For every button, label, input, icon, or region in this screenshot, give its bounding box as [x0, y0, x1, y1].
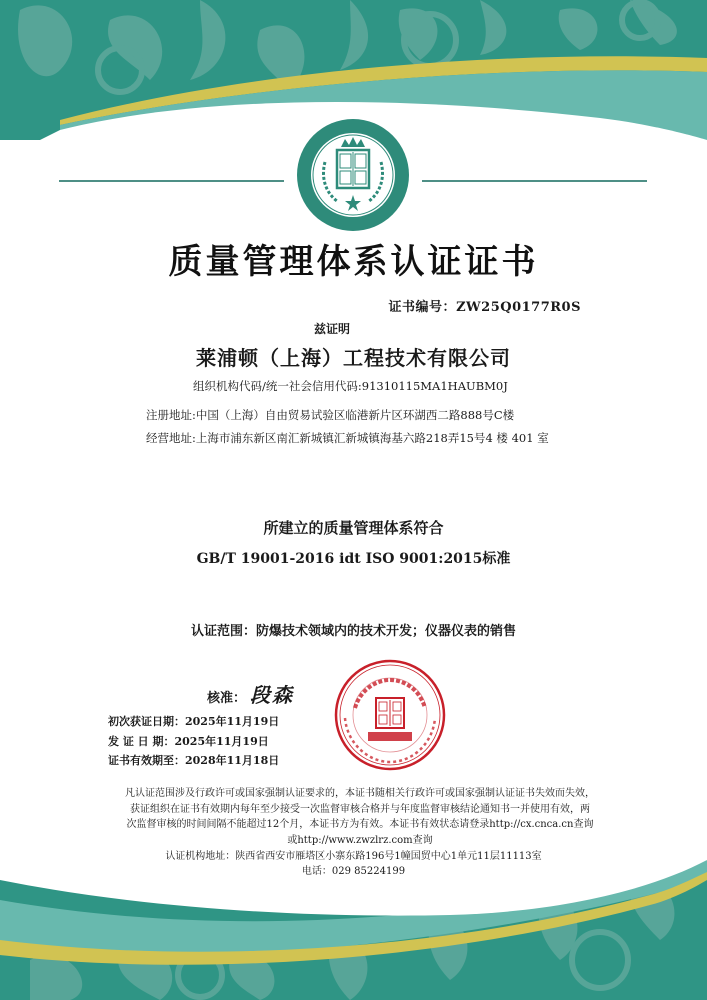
- header-rule-left: [59, 180, 284, 182]
- registered-address: 注册地址:中国（上海）自由贸易试验区临港新片区环湖西二路888号C楼: [146, 408, 515, 422]
- certification-body-logo-icon: [295, 117, 411, 233]
- agency-address: 认证机构地址：陕西省西安市雁塔区小寨东路196号1幢国贸中心1单元11层11113室: [165, 851, 542, 862]
- initial-issue-date: [108, 713, 279, 729]
- approver: [207, 679, 294, 708]
- conformity-statement: 所建立的质量管理体系符合: [263, 519, 444, 537]
- notice-line: 次监督审核的时间间隔不能超过12个月，本证书方为有效。本证书有效状态请登录http://cx.cnca.cn查询: [126, 819, 594, 830]
- certificate-title: 质量管理体系认证证书: [168, 242, 539, 282]
- legal-notice: [85, 786, 635, 848]
- agency-phone: 电话：029 85224199: [301, 866, 406, 877]
- notice-line: 凡认证范围涉及行政许可或国家强制认证要求的，本证书随相关行政许可或国家强制认证证书失效而失效，: [125, 788, 595, 799]
- issue-date: [108, 733, 269, 749]
- date-label: 初次获证日期：: [108, 715, 185, 728]
- certifies-label: 兹证明: [314, 322, 351, 336]
- notice-line: 或http://www.zwzlrz.com查询: [287, 834, 433, 846]
- approver-signature: 段森: [250, 683, 295, 707]
- approver-label: 核准：: [207, 691, 247, 706]
- notice-line: 获证组织在证书有效期内每年至少接受一次监督审核合格并与年度监督审核结论通知书一并使用有效，两: [130, 803, 590, 815]
- credit-code: 组织机构代码/统一社会信用代码:91310115MA1HAUBM0J: [193, 379, 508, 393]
- expiry-date: [108, 752, 279, 768]
- date-value: 2025年11月19日: [185, 715, 280, 728]
- header-rule-right: [422, 180, 647, 182]
- certification-scope: 认证范围：防爆技术领域内的技术开发；仪器仪表的销售: [190, 624, 516, 639]
- date-label: 发 证 日 期：: [108, 735, 175, 748]
- certificate-number-label: 证书编号：: [388, 300, 457, 315]
- date-value: 2028年11月18日: [185, 754, 280, 767]
- standard-reference: GB/T 19001-2016 idt ISO 9001:2015标准: [196, 551, 511, 567]
- official-seal-icon: [333, 658, 447, 772]
- business-address: 经营地址:上海市浦东新区南汇新城镇汇新城镇海基六路218弄15号4 楼 401 室: [146, 431, 549, 445]
- organization-name: 莱浦顿（上海）工程技术有限公司: [196, 346, 511, 370]
- certificate-number: [389, 296, 581, 315]
- certificate-number-value: ZW25Q0177R0S: [456, 300, 581, 315]
- date-value: 2025年11月19日: [174, 735, 269, 748]
- date-label: 证书有效期至：: [108, 754, 185, 767]
